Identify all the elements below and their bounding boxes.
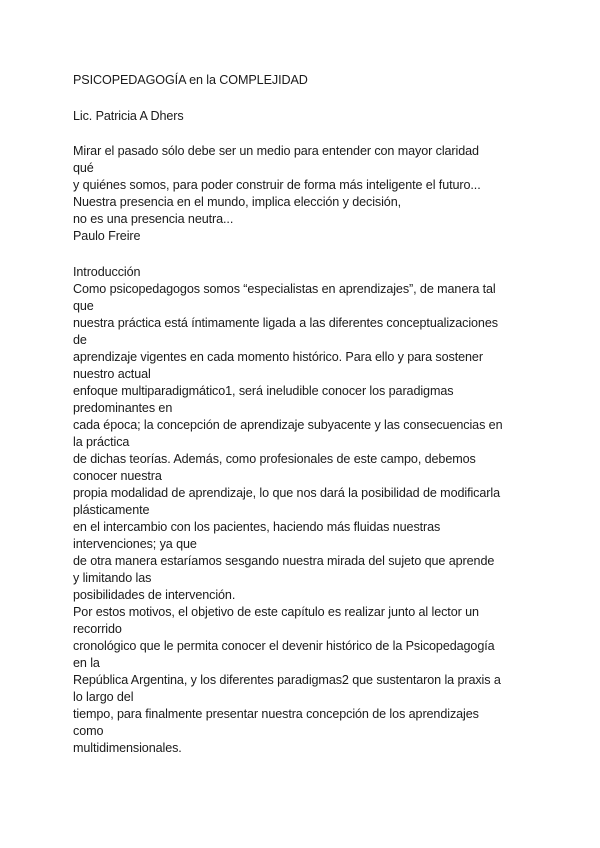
body-line: predominantes en <box>73 401 173 415</box>
epigraph-line: y quiénes somos, para poder construir de forma más inteligente el futuro... <box>73 178 481 192</box>
body-line: como <box>73 724 104 738</box>
body-line: Por estos motivos, el objetivo de este capítulo es realizar junto al lector un <box>73 605 479 619</box>
body-line: de <box>73 333 87 347</box>
body-line: en el intercambio con los pacientes, haciendo más fluidas nuestras <box>73 520 441 534</box>
body-line: en la <box>73 656 100 670</box>
body-line: plásticamente <box>73 503 150 517</box>
body-line: aprendizaje vigentes en cada momento histórico. Para ello y para sostener <box>73 350 483 364</box>
body-line: posibilidades de intervención. <box>73 588 236 602</box>
body-line: de dichas teorías. Además, como profesionales de este campo, debemos <box>73 452 476 466</box>
body-line: nuestro actual <box>73 367 151 381</box>
epigraph-line: Mirar el pasado sólo debe ser un medio para entender con mayor claridad <box>73 144 479 158</box>
epigraph-line: Nuestra presencia en el mundo, implica elección y decisión, <box>73 195 402 209</box>
epigraph-attribution: Paulo Freire <box>73 229 141 243</box>
body-line: intervenciones; ya que <box>73 537 197 551</box>
body-line: la práctica <box>73 435 130 449</box>
body-line: y limitando las <box>73 571 152 585</box>
body-line: tiempo, para finalmente presentar nuestra concepción de los aprendizajes <box>73 707 479 721</box>
document-title: PSICOPEDAGOGÍA en la COMPLEJIDAD <box>73 73 308 87</box>
body-line: conocer nuestra <box>73 469 162 483</box>
body-line: Como psicopedagogos somos “especialistas en aprendizajes”, de manera tal <box>73 282 496 296</box>
body-line: lo largo del <box>73 690 134 704</box>
epigraph-line: qué <box>73 161 94 175</box>
body-line: multidimensionales. <box>73 741 182 755</box>
body-line: cada época; la concepción de aprendizaje subyacente y las consecuencias en <box>73 418 503 432</box>
body-line: recorrido <box>73 622 122 636</box>
body-line: enfoque multiparadigmático1, será ineludible conocer los paradigmas <box>73 384 454 398</box>
body-line: República Argentina, y los diferentes paradigmas2 que sustentaron la praxis a <box>73 673 501 687</box>
document-author: Lic. Patricia A Dhers <box>73 109 184 123</box>
body-line: que <box>73 299 94 313</box>
body-line: propia modalidad de aprendizaje, lo que nos dará la posibilidad de modificarla <box>73 486 500 500</box>
body-line: cronológico que le permita conocer el devenir histórico de la Psicopedagogía <box>73 639 495 653</box>
body-line: nuestra práctica está íntimamente ligada a las diferentes conceptualizaciones <box>73 316 498 330</box>
section-heading: Introducción <box>73 265 141 279</box>
epigraph-line: no es una presencia neutra... <box>73 212 234 226</box>
body-line: de otra manera estaríamos sesgando nuestra mirada del sujeto que aprende <box>73 554 495 568</box>
